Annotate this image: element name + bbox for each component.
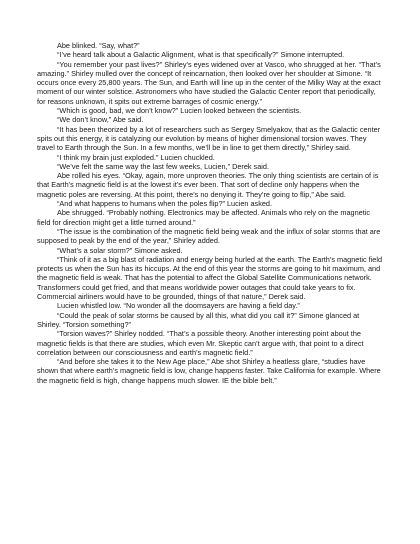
paragraph: “Torsion waves?” Shirley nodded. “That’s a possible theory. Another interesting point about the magnetic fields is that there are studies, which even Mr. Skeptic can’t argue with, that point to a direct correlation between our consciousness and earth’s magnetic field.” bbox=[37, 329, 364, 357]
paragraph: “You remember your past lives?” Shirley’s eyes widened over at Vasco, who shrugged at her. “That’s amazing.” Shirley mulled over the concept of reincarnation, then looked over her shoulder at Simone. “It occurs once every 25,800 years. The Sun, and Earth will line up in the center of the Milky Way at the exact moment of our winter solstice. Astronomers who have studied the Galactic Center report that periodically, for reasons unknown, it spits out extreme barrages of cosmic energy.” bbox=[37, 59, 381, 106]
paragraph: “I’ve heard talk about a Galactic Alignment, what is that specifically?” Simone interrupted. bbox=[57, 50, 345, 60]
paragraph: Abe rolled his eyes. “Okay, again, more unproven theories. The only thing scientists are certain of is that Earth’s magnetic field is at the lowest it’s ever been. That sort of decline only happens when the magnetic poles are reversing. At this point, there’s no denying it. They’re going to flip,” Abe said. bbox=[37, 171, 379, 199]
paragraph: “What’s a solar storm?” Simone asked. bbox=[57, 245, 183, 255]
paragraph: “We don’t know,” Abe said. bbox=[57, 115, 144, 125]
paragraph: “It has been theorized by a lot of researchers such as Sergey Smelyakov, that as the Galactic center spits out this energy, it is catalyzing our evolution by means of higher dimensional torsion waves. They travel to Earth through the Sun. In a few months, we’ll be in line to get them directly,” Shirley said. bbox=[37, 124, 381, 153]
paragraph: Lucien whistled low. “No wonder all the doomsayers are having a field day.” bbox=[57, 301, 300, 311]
paragraph: “I think my brain just exploded.” Lucien chuckled. bbox=[57, 152, 215, 162]
manuscript-page bbox=[37, 41, 383, 385]
paragraph: “And what happens to humans when the poles flip?” Lucien asked. bbox=[57, 199, 272, 209]
paragraph: “The issue is the combination of the magnetic field being weak and the influx of solar storms that are supposed to peak by the end of the year,” Shirley added. bbox=[37, 226, 381, 246]
paragraph: Abe shrugged. “Probably nothing. Electronics may be affected. Animals who rely on the magnetic field for direction might get a little turned around.” bbox=[37, 208, 370, 227]
paragraph: “Could the peak of solar storms be caused by all this, what did you call it?” Simone glanced at Shirley. “Torsion something?” bbox=[37, 310, 360, 329]
paragraph: “We’ve felt the same way the last few weeks, Lucien,” Derek said. bbox=[57, 161, 269, 171]
paragraph: “Which is good, bad, we don’t know?” Lucien looked between the scientists. bbox=[57, 106, 302, 116]
paragraph: “And before she takes it to the New Age place,” Abe shot Shirley a heatless glare, “studies have shown that where earth’s magnetic field is low, change happens faster. Take California for example. Where the magnetic field is high, change happens much slower. IE the bible belt.” bbox=[37, 357, 381, 385]
paragraph: “Think of it as a big blast of radiation and energy being hurled at the earth. The Earth’s magnetic field protects us when the Sun has its hiccups. At the end of this year the storms are going to hit maximum, and the magnetic field is weak. That has the potential to affect the Global Satellite Communications network. Transformers could get fried, and that means worldwide power outages that could take years to fix. Commercial airliners would have to be grounded, things of that nature,” Derek said. bbox=[37, 254, 383, 302]
paragraph: Abe blinked. “Say, what?” bbox=[57, 41, 140, 50]
